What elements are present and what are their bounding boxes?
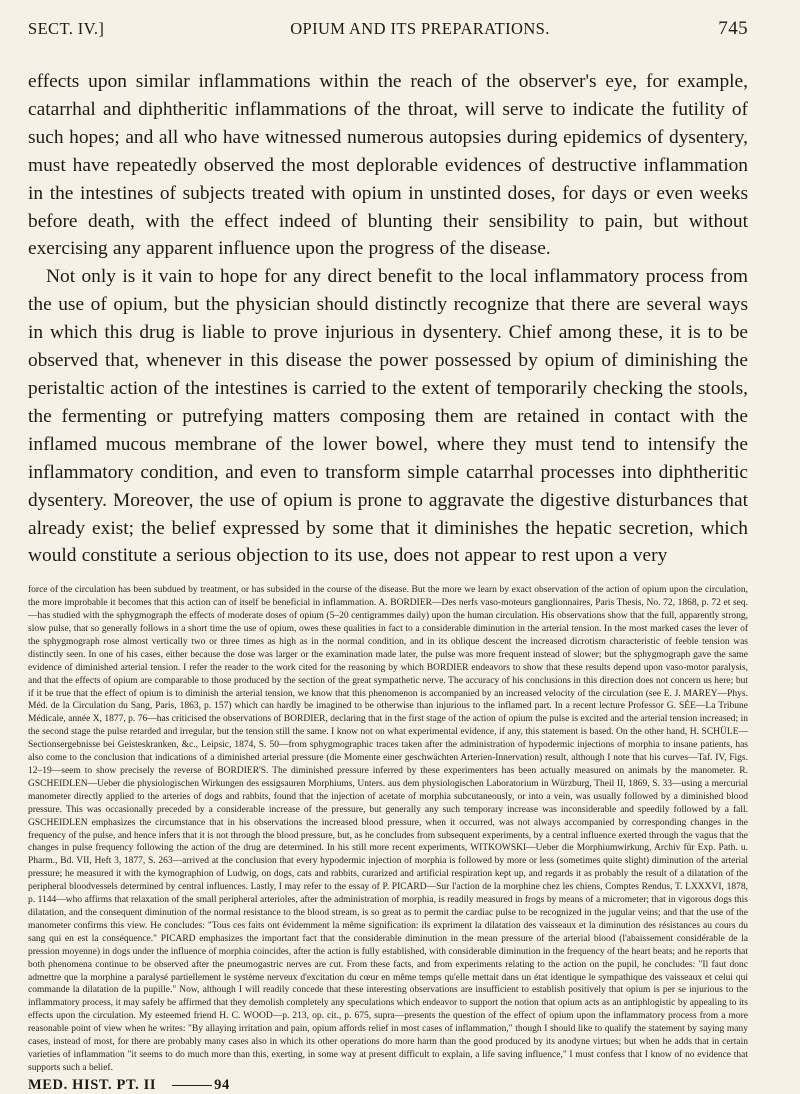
- footnote-divider: [28, 577, 748, 578]
- footnote-text: force of the circulation has been subdued by treatment, or has subsided in the course of the disease. But the more we learn by exact observation of the action of opium upon the circulation, the more improbable it becomes that this action can of itself be beneficial in inflammation. A. BORDIER—Des nerfs vaso-moteurs ganglionnaires, Paris Thesis, No. 72, 1868, p. 72 et seq.—has studied with the sphygmograph the effects of moderate doses of opium (5–20 centigrammes daily) upon the human circulation. His observations show that the full, apparently strong, slow pulse, that so generally follows in a short time the use of opium, owes these qualities in fact to a considerable diminution in the arterial tension. In the most marked cases the lever of the sphygmograph rose almost vertically two or three times as high as in the normal condition, and in its oblique descent the increased dicrotism characteristic of feeble tension was distinctly seen. In one of his cases, either because the dose was larger or the examination made later, the pulse was more frequent instead of slower; but the sphygmograph gave the same evidence of diminished arterial tension. I refer the reader to the work cited for the reasoning by which BORDIER endeavors to show that these results depend upon vaso-motor paralysis, and that the effects of opium are comparable to those produced by the section of the great sympathetic nerve. The accuracy of his conclusions in this direction does not concern us here; but if it be true that the effect of opium is to diminish the arterial tension, we know that this phenomenon is accompanied by an increased velocity of the circulation (see E. J. MAREY—Phys. Méd. de la Circulation du Sang, Paris, 1863, p. 157) which can hardly be imagined to be otherwise than injurious to the inflamed part. In a recent lecture Professor G. SÉE—La Tribune Médicale, année X, 1877, p. 76—has criticised the observations of BORDIER, declaring that in the first stage of the action of opium the pulse is excited and the arterial tension increased; in the second stage the pulse retarded and irregular, but the tension still the same. I know not on what experimental evidence, if any, this statement is based. On the other hand, H. SCHÜLE—Sectionsergebnisse bei Geisteskranken, &c., Leipsic, 1874, S. 50—from sphygmographic traces taken after the administration of hypodermic injections of morphia to insane patients, has also come to the conclusion that indications of a diminished arterial pressure (die Momente einer geschwächten Arterien-Innervation) result, although I note that his curves—Taf. IV, Figs. 12–19—seem to show precisely the reverse of BORDIER'S. The diminished pressure inferred by these experimenters has been actually measured on animals by the manometer. R. GSCHEIDLEN—Ueber die physiologischen Wirkungen des essigsauren Morphiums, Unters. aus dem physiologischen Laboratorium in Würzburg, Theil II, 1869, S. 33—using a mercurial manometer directly applied to the arteries of dogs and rabbits, found that the injection of acetate of morphia subcutaneously, or into a vein, was usually followed by a diminished blood pressure. This was occasionally preceded by a considerable increase of the pressure, but generally any such temporary increase was inconsiderable and speedily followed by a fall. GSCHEIDLEN emphasizes the circumstance that in his observations the increased blood pressure, when it occurred, was not always accompanied by corresponding changes in the frequency of the pulse, and hence infers that it is not through the blood pressure, but, as he concludes from subsequent experiments, by a central influence exerted through the vagus that the changes in pulse frequency following the action of the drug are determined. In his still more recent experiments, WITKOWSKI—Ueber die Morphiumwirkung, Archiv für Exp. Path. u. Pharm., Bd. VII, Heft 3, 1877, S. 263—arrived at the conclusion that every hypodermic injection of morphia is followed by more or less (sometimes quite slight) diminution of the arterial pressure; he measured it with the kymographion of Ludwig, on dogs, cats and rabbits, curarized and artificial respiration kept up, and regards it as probably the result of a dilatation of the peripheral bloodvessels determined by central influences. Lastly, I may refer to the essay of P. PICARD—Sur l'action de la morphine chez les chiens, Comptes Rendus, T. LXXXVI, 1878, p. 1144—who affirms that relaxation of the small peripheral arterioles, after the administration of morphia, is readily measured in frogs by means of a micrometer; that in vigorous dogs this dilatation, and the consequent diminution of the normal resistance to the blood stream, is so great as to permit the cardiac pulse to be recognized in the jugular veins; and that the use of the manometer confirms this view. He concludes: "Tous ces faits ont évidemment la même signification: ils expriment la dilatation des vaisseaux et la diminution des résistances au cours du sang qui en est la conséquence." PICARD emphasizes the important fact that the considerable diminution in the mean pressure of the arterial blood (l'abaissement considérable de la pression moyenne) in dogs under the influence of morphia coincides, after the action is fully established, with considerable diminution in the frequency of the heart beats; and he reports that both phenomena continue to be observed after the pneumogastric nerves are cut. From these facts, and from experiments relating to the action on the pupil, he concludes: "Il faut donc admettre que la morphine a paralysé partiellement le système nerveux d'excitation du cœur en même temps qu'elle mettait dans un état identique le sympathique des vaisseaux et celui qui commande la dilatation de la pupille." Now, although I will readily concede that these interesting observations are insufficient to establish positively that opium is per se injurious to the inflammatory process, it may safely be affirmed that they demolish completely any speculations which endeavor to support the notion that opium acts as an antiphlogistic by appealing to its effects upon the circulation. My esteemed friend H. C. WOOD—p. 213, op. cit., p. 675, supra—presents the question of the effect of opium upon the inflammatory process from a more reasonable point of view when he writes: "By allaying irritation and pain, opium affords relief in most cases of inflammation," though I should like to qualify the statement by saying many cases, instead of most, for there are probably many cases also in which its other operations do more harm than the good produced by its anodyne virtues; but when he adds that in certain varieties of inflammation "it seems to do much more than this, exerting, in some way at present difficult to explain, a life saving influence," I must confess that I know of no evidence that supports such a belief.: [28, 585, 748, 1073]
- body-paragraph: Not only is it vain to hope for any direct benefit to the local inflammatory process from the use of opium, but the physician should distinctly recognize that there are several ways in which this drug is liable to prove injurious in dysentery. Chief among these, it is to be observed that, whenever in this disease the power possessed by opium of diminishing the peristaltic action of the intestines is carried to the extent of temporarily checking the stools, the fermenting or putrefying matters composing them are retained in contact with the inflamed mucous membrane of the lower bowel, where they must tend to intensify the inflammatory condition, and even to transform simple catarrhal processes into diphtheritic dysentery. Moreover, the use of opium is prone to aggravate the digestive disturbances that already exist; the belief expressed by some that it diminishes the hepatic secretion, which would constitute a serious objection to its use, does not appear to rest upon a very: [28, 266, 748, 567]
- section-label: SECT. IV.]: [28, 19, 105, 38]
- page-number: 745: [718, 18, 748, 39]
- signature-number: 94: [214, 1076, 230, 1093]
- running-head: [28, 18, 748, 46]
- body-paragraph: effects upon similar inflammations within the reach of the observer's eye, for example, catarrhal and diphtheritic inflammations of the throat, will serve to indicate the futility of such hopes; and all who have witnessed numerous autopsies during epidemics of dysentery, must have repeatedly observed the most deplorable evidences of destructive inflammation in the intestines of subjects treated with opium in unstinted doses, for days or even weeks before death, with the effect indeed of blunting their sensibility to pain, but without exercising any apparent influence upon the progress of the disease.: [28, 71, 748, 260]
- signature-line: [28, 1077, 748, 1094]
- signature-label: MED. HIST. PT. II: [28, 1076, 157, 1093]
- main-text: [28, 68, 748, 570]
- running-title: OPIUM AND ITS PREPARATIONS.: [290, 19, 550, 38]
- signature-rule: [172, 1085, 212, 1086]
